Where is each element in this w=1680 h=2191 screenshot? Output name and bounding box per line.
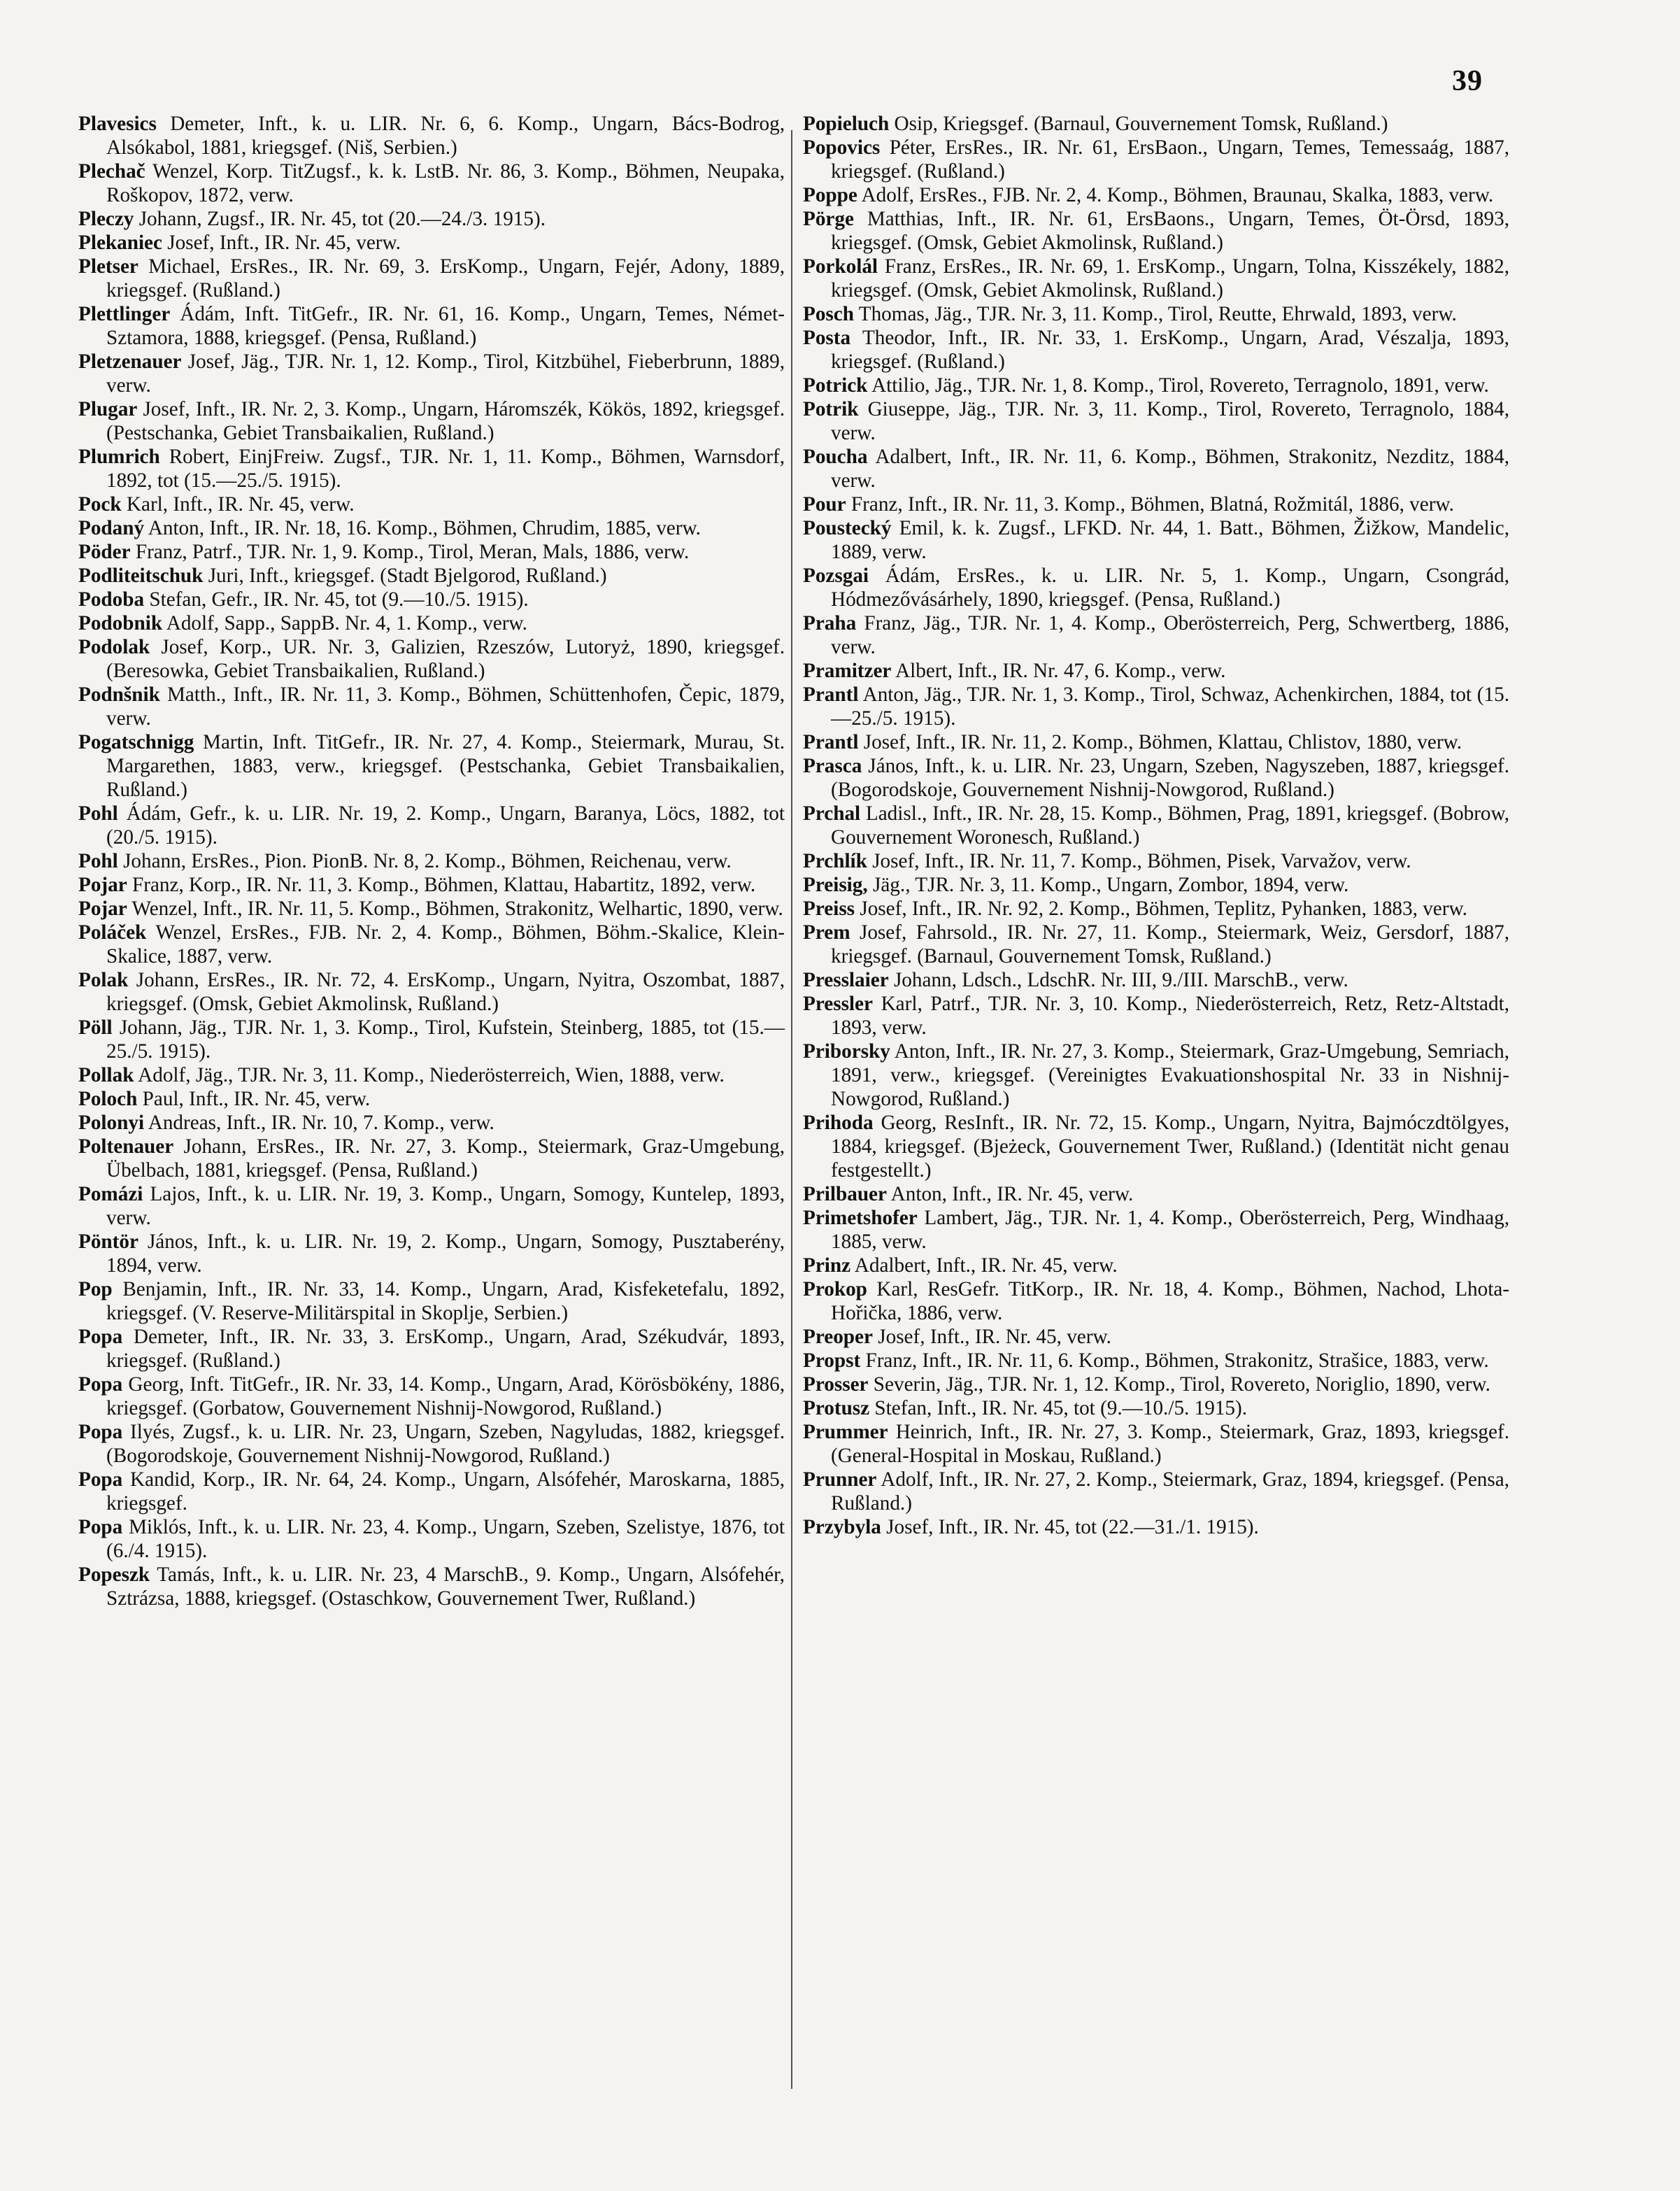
register-entry <box>78 611 785 635</box>
register-entry <box>803 374 1509 397</box>
entry-details: Andreas, Inft., IR. Nr. 10, 7. Komp., verw. <box>148 1112 494 1134</box>
register-entry <box>803 897 1509 921</box>
register-entry <box>803 326 1509 374</box>
register-entry <box>78 802 785 849</box>
register-entry <box>803 1396 1509 1420</box>
register-entry <box>78 1420 785 1468</box>
entry-surname: Pollak <box>78 1064 134 1086</box>
register-entry <box>78 849 785 873</box>
register-entry <box>78 968 785 1016</box>
entry-surname: Popieluch <box>803 113 890 135</box>
register-entry <box>78 492 785 516</box>
register-entry <box>803 1111 1509 1182</box>
entry-surname: Popovics <box>803 136 881 159</box>
entry-surname: Popa <box>78 1326 123 1348</box>
entry-details: Heinrich, Inft., IR. Nr. 27, 3. Komp., Steiermark, Graz, 1893, kriegsgef. (General-Hospital in Moskau, Rußland.) <box>831 1421 1509 1467</box>
entry-details: Wenzel, ErsRes., FJB. Nr. 2, 4. Komp., Böhmen, Böhm.-Skalice, Klein-Skalice, 1887, verw. <box>106 921 785 967</box>
entry-details: Josef, Fahrsold., IR. Nr. 27, 11. Komp., Steiermark, Weiz, Gersdorf, 1887, kriegsgef. (Barnaul, Gouvernement Tomsk, Rußland.) <box>831 921 1509 967</box>
register-entry <box>78 1111 785 1135</box>
entry-surname: Polonyi <box>78 1112 145 1134</box>
entry-details: Matth., Inft., IR. Nr. 11, 3. Komp., Böhmen, Schüttenhofen, Čepic, 1879, verw. <box>106 683 785 730</box>
entry-details: Adalbert, Inft., IR. Nr. 11, 6. Komp., Böhmen, Strakonitz, Nezditz, 1884, verw. <box>831 446 1509 492</box>
entry-surname: Preoper <box>803 1326 873 1348</box>
register-entry <box>803 611 1509 659</box>
register-entry <box>78 112 785 159</box>
entry-details: Adolf, Inft., IR. Nr. 27, 2. Komp., Steiermark, Graz, 1894, kriegsgef. (Pensa, Rußland.) <box>831 1468 1509 1515</box>
entry-details: Giuseppe, Jäg., TJR. Nr. 3, 11. Komp., Tirol, Rovereto, Terragnolo, 1884, verw. <box>831 398 1510 444</box>
entry-details: Karl, ResGefr. TitKorp., IR. Nr. 18, 4. Komp., Böhmen, Nachod, Lhota-Hořička, 1886, verw. <box>831 1278 1509 1324</box>
entry-details: Demeter, Inft., k. u. LIR. Nr. 6, 6. Komp., Ungarn, Bács-Bodrog, Alsókabol, 1881, kriegsgef. (Niš, Serbien.) <box>106 113 785 159</box>
entry-details: Martin, Inft. TitGefr., IR. Nr. 27, 4. Komp., Steiermark, Murau, St. Margarethen, 1883, verw., kriegsgef. (Pestschanka, Gebiet Transbaikalien, Rußland.) <box>106 731 785 801</box>
register-entry <box>803 873 1509 897</box>
register-entry <box>803 1420 1509 1468</box>
entry-details: Demeter, Inft., IR. Nr. 33, 3. ErsKomp., Ungarn, Arad, Székudvár, 1893, kriegsgef. (Rußland.) <box>106 1326 785 1372</box>
register-entry <box>78 1230 785 1277</box>
register-entry <box>803 754 1509 802</box>
entry-surname: Poltenauer <box>78 1135 174 1158</box>
entry-details: Franz, Korp., IR. Nr. 11, 3. Komp., Böhmen, Klattau, Habartitz, 1892, verw. <box>132 874 756 896</box>
entry-details: Johann, Jäg., TJR. Nr. 1, 3. Komp., Tirol, Kufstein, Steinberg, 1885, tot (15.—25./5. 1915). <box>106 1016 785 1063</box>
register-entry <box>803 1040 1509 1111</box>
entry-details: Franz, Jäg., TJR. Nr. 1, 4. Komp., Oberösterreich, Perg, Schwertberg, 1886, verw. <box>831 612 1509 658</box>
entry-details: Josef, Inft., IR. Nr. 11, 7. Komp., Böhmen, Pisek, Varvažov, verw. <box>872 850 1411 872</box>
register-entry <box>803 397 1509 445</box>
entry-surname: Polak <box>78 969 129 991</box>
entry-surname: Poucha <box>803 446 868 468</box>
entry-details: Tamás, Inft., k. u. LIR. Nr. 23, 4 MarschB., 9. Komp., Ungarn, Alsófehér, Sztrázsa, 1888, kriegsgef. (Ostaschkow, Gouvernement Twer, Rußland.) <box>106 1564 785 1610</box>
entry-surname: Propst <box>803 1349 861 1372</box>
entry-details: János, Inft., k. u. LIR. Nr. 19, 2. Komp., Ungarn, Somogy, Pusztaberény, 1894, verw. <box>106 1231 785 1277</box>
register-entry <box>78 1087 785 1111</box>
register-entry <box>803 849 1509 873</box>
entry-details: Wenzel, Korp. TitZugsf., k. k. LstB. Nr. 86, 3. Komp., Böhmen, Neupaka, Roškopov, 1872, verw. <box>106 160 785 206</box>
register-entry <box>803 1325 1509 1349</box>
register-entry <box>803 136 1509 183</box>
register-entry <box>78 921 785 968</box>
entry-details: Ádám, Gefr., k. u. LIR. Nr. 19, 2. Komp., Ungarn, Baranya, Löcs, 1882, tot (20./5. 1915). <box>106 802 785 849</box>
entry-details: Lajos, Inft., k. u. LIR. Nr. 19, 3. Komp., Ungarn, Somogy, Kuntelep, 1893, verw. <box>106 1183 785 1229</box>
register-entry <box>78 516 785 540</box>
entry-details: Paul, Inft., IR. Nr. 45, verw. <box>142 1088 371 1110</box>
register-entry <box>803 1254 1509 1277</box>
entry-details: Josef, Inft., IR. Nr. 45, tot (22.—31./1. 1915). <box>886 1516 1259 1538</box>
entry-details: Juri, Inft., kriegsgef. (Stadt Bjelgorod, Rußland.) <box>208 565 607 587</box>
register-entry <box>803 1373 1509 1396</box>
register-entry <box>78 159 785 207</box>
register-entry <box>78 1135 785 1182</box>
entry-surname: Prunner <box>803 1468 877 1491</box>
register-entry <box>78 445 785 492</box>
entry-details: Albert, Inft., IR. Nr. 47, 6. Komp., verw. <box>895 660 1226 682</box>
register-entry <box>78 635 785 683</box>
entry-details: Anton, Jäg., TJR. Nr. 1, 3. Komp., Tirol, Schwaz, Achenkirchen, 1884, tot (15.—25./5. 1915). <box>831 683 1509 730</box>
register-entry <box>803 516 1509 564</box>
register-entry <box>78 255 785 302</box>
entry-surname: Pörge <box>803 208 854 230</box>
entry-surname: Pressler <box>803 993 873 1015</box>
register-entry <box>78 302 785 350</box>
entry-surname: Prchal <box>803 802 861 825</box>
entry-details: Josef, Jäg., TJR. Nr. 1, 12. Komp., Tirol, Kitzbühel, Fieberbrunn, 1889, verw. <box>106 350 785 397</box>
entry-details: Wenzel, Inft., IR. Nr. 11, 5. Komp., Böhmen, Strakonitz, Welhartic, 1890, verw. <box>131 898 783 920</box>
register-entry <box>78 1325 785 1373</box>
entry-surname: Preiss <box>803 898 855 920</box>
register-entry <box>803 302 1509 326</box>
entry-details: Josef, Korp., UR. Nr. 3, Galizien, Rzeszów, Lutoryż, 1890, kriegsgef. (Beresowka, Gebiet Transbaikalien, Rußland.) <box>106 636 785 682</box>
register-entry <box>78 873 785 897</box>
entry-surname: Podolak <box>78 636 150 658</box>
left-column <box>78 112 785 1610</box>
register-entry <box>803 659 1509 683</box>
entry-details: Johann, Zugsf., IR. Nr. 45, tot (20.—24./3. 1915). <box>138 208 546 230</box>
entry-surname: Pozsgai <box>803 565 869 587</box>
entry-details: Ilyés, Zugsf., k. u. LIR. Nr. 23, Ungarn, Szeben, Nagyludas, 1882, kriegsgef. (Bogorodskoje, Gouvernement Nishnij-Nowgorod, Rußland.) <box>106 1421 785 1467</box>
entry-surname: Pöll <box>78 1016 113 1039</box>
entry-details: Anton, Inft., IR. Nr. 18, 16. Komp., Böhmen, Chrudim, 1885, verw. <box>148 517 701 539</box>
register-entry <box>803 564 1509 611</box>
entry-details: Ádám, Inft. TitGefr., IR. Nr. 61, 16. Komp., Ungarn, Temes, Német-Sztamora, 1888, kriegsgef. (Pensa, Rußland.) <box>106 303 785 349</box>
entry-surname: Poloch <box>78 1088 138 1110</box>
entry-surname: Przybyla <box>803 1516 881 1538</box>
entry-surname: Pleczy <box>78 208 134 230</box>
register-entry <box>78 730 785 802</box>
register-entry <box>803 730 1509 754</box>
entry-surname: Prokop <box>803 1278 867 1300</box>
entry-surname: Pohl <box>78 802 118 825</box>
register-entry <box>803 802 1509 849</box>
entry-details: Anton, Inft., IR. Nr. 27, 3. Komp., Steiermark, Graz-Umgebung, Semriach, 1891, verw., kriegsgef. (Vereinigtes Evakuationshospital Nr. 33 in Nishnij-Nowgorod, Rußland.) <box>831 1040 1509 1110</box>
entry-details: Johann, ErsRes., IR. Nr. 72, 4. ErsKomp., Ungarn, Nyitra, Oszombat, 1887, kriegsgef. (Omsk, Gebiet Akmolinsk, Rußland.) <box>106 969 785 1015</box>
register-entry <box>78 588 785 611</box>
entry-surname: Pock <box>78 493 122 516</box>
register-entry <box>78 1373 785 1420</box>
entry-surname: Prchlík <box>803 850 867 872</box>
entry-details: Stefan, Gefr., IR. Nr. 45, tot (9.—10./5. 1915). <box>149 588 529 611</box>
register-entry <box>803 255 1509 302</box>
register-entry <box>78 1468 785 1515</box>
register-entry <box>78 397 785 445</box>
entry-surname: Priborsky <box>803 1040 890 1063</box>
entry-surname: Plechač <box>78 160 145 183</box>
entry-details: Franz, ErsRes., IR. Nr. 69, 1. ErsKomp., Ungarn, Tolna, Kisszékely, 1882, kriegsgef. (Omsk, Gebiet Akmolinsk, Rußland.) <box>831 255 1509 302</box>
entry-surname: Poláček <box>78 921 147 944</box>
entry-surname: Pop <box>78 1278 113 1300</box>
register-entry <box>803 1349 1509 1373</box>
entry-details: Ladisl., Inft., IR. Nr. 28, 15. Komp., Böhmen, Prag, 1891, kriegsgef. (Bobrow, Gouvernement Woronesch, Rußland.) <box>831 802 1509 849</box>
entry-details: Adolf, Sapp., SappB. Nr. 4, 1. Komp., verw. <box>166 612 527 634</box>
entry-details: Karl, Inft., IR. Nr. 45, verw. <box>126 493 355 516</box>
register-entry <box>78 1515 785 1563</box>
entry-details: Attilio, Jäg., TJR. Nr. 1, 8. Komp., Tirol, Rovereto, Terragnolo, 1891, verw. <box>871 374 1489 397</box>
entry-details: Georg, ResInft., IR. Nr. 72, 15. Komp., Ungarn, Nyitra, Bajmóczdtölgyes, 1884, kriegsgef. (Bjeżeck, Gouvernement Twer, Rußland.) (Identität nicht genau festgestellt.) <box>831 1112 1509 1182</box>
entry-details: Josef, Inft., IR. Nr. 11, 2. Komp., Böhmen, Klattau, Chlistov, 1880, verw. <box>863 731 1462 753</box>
register-entry <box>803 968 1509 992</box>
register-entry <box>803 1182 1509 1206</box>
entry-surname: Praha <box>803 612 857 634</box>
entry-details: Franz, Patrf., TJR. Nr. 1, 9. Komp., Tirol, Meran, Mals, 1886, verw. <box>135 541 690 563</box>
entry-surname: Podobnik <box>78 612 163 634</box>
entry-surname: Pramitzer <box>803 660 892 682</box>
entry-surname: Pojar <box>78 898 127 920</box>
entry-details: Johann, Ldsch., LdschR. Nr. III, 9./III. MarschB., verw. <box>893 969 1348 991</box>
entry-details: Adolf, Jäg., TJR. Nr. 3, 11. Komp., Niederösterreich, Wien, 1888, verw. <box>138 1064 725 1086</box>
entry-surname: Podnšnik <box>78 683 160 706</box>
entry-surname: Pogatschnigg <box>78 731 194 753</box>
entry-details: Adolf, ErsRes., FJB. Nr. 2, 4. Komp., Böhmen, Braunau, Skalka, 1883, verw. <box>861 184 1494 206</box>
register-entry <box>803 445 1509 492</box>
entry-details: Anton, Inft., IR. Nr. 45, verw. <box>890 1183 1134 1205</box>
entry-details: Emil, k. k. Zugsf., LFKD. Nr. 44, 1. Batt., Böhmen, Žižkow, Mandelic, 1889, verw. <box>831 517 1509 563</box>
entry-details: Josef, Inft., IR. Nr. 92, 2. Komp., Böhmen, Teplitz, Pyhanken, 1883, verw. <box>860 898 1467 920</box>
register-entry <box>78 540 785 564</box>
entry-surname: Pour <box>803 493 846 516</box>
entry-surname: Popa <box>78 1421 123 1443</box>
entry-details: Jäg., TJR. Nr. 3, 11. Komp., Ungarn, Zombor, 1894, verw. <box>872 874 1349 896</box>
register-entry <box>78 1563 785 1610</box>
entry-details: Lambert, Jäg., TJR. Nr. 1, 4. Komp., Oberösterreich, Perg, Windhaag, 1885, verw. <box>831 1207 1509 1253</box>
entry-surname: Pöder <box>78 541 131 563</box>
register-entry <box>803 1515 1509 1539</box>
entry-details: Georg, Inft. TitGefr., IR. Nr. 33, 14. Komp., Ungarn, Arad, Körösbökény, 1886, kriegsgef. (Gorbatow, Gouvernement Nishnij-Nowgorod, Rußland.) <box>106 1373 785 1419</box>
entry-surname: Prem <box>803 921 850 944</box>
entry-surname: Prantl <box>803 683 859 706</box>
register-entry <box>78 683 785 730</box>
entry-surname: Pletzenauer <box>78 350 182 373</box>
entry-surname: Prummer <box>803 1421 888 1443</box>
entry-surname: Prosser <box>803 1373 869 1396</box>
entry-surname: Prihoda <box>803 1112 874 1134</box>
entry-details: Michael, ErsRes., IR. Nr. 69, 3. ErsKomp., Ungarn, Fejér, Adony, 1889, kriegsgef. (Rußland.) <box>106 255 785 302</box>
register-entry <box>78 231 785 255</box>
entry-surname: Pohl <box>78 850 118 872</box>
entry-details: Matthias, Inft., IR. Nr. 61, ErsBaons., Ungarn, Temes, Öt-Örsd, 1893, kriegsgef. (Omsk, Gebiet Akmolinsk, Rußland.) <box>831 208 1510 254</box>
entry-details: Kandid, Korp., IR. Nr. 64, 24. Komp., Ungarn, Alsófehér, Maroskarna, 1885, kriegsgef. <box>106 1468 785 1515</box>
entry-surname: Porkolál <box>803 255 878 278</box>
entry-surname: Podliteitschuk <box>78 565 204 587</box>
register-entry <box>803 683 1509 730</box>
right-column <box>803 112 1509 1539</box>
register-entry <box>78 897 785 921</box>
entry-surname: Primetshofer <box>803 1207 918 1229</box>
register-entry <box>803 1206 1509 1254</box>
entry-surname: Pojar <box>78 874 127 896</box>
entry-surname: Plavesics <box>78 113 157 135</box>
entry-surname: Potrik <box>803 398 859 420</box>
entry-details: Stefan, Inft., IR. Nr. 45, tot (9.—10./5. 1915). <box>874 1397 1248 1419</box>
register-entry <box>803 1277 1509 1325</box>
register-entry <box>78 207 785 231</box>
entry-details: Theodor, Inft., IR. Nr. 33, 1. ErsKomp., Ungarn, Arad, Vészalja, 1893, kriegsgef. (Rußland.) <box>831 327 1509 373</box>
register-entry <box>803 1468 1509 1515</box>
entry-surname: Poppe <box>803 184 857 206</box>
register-entry <box>803 183 1509 207</box>
register-entry <box>78 350 785 397</box>
register-entry <box>803 921 1509 968</box>
entry-surname: Popeszk <box>78 1564 150 1586</box>
entry-details: Franz, Inft., IR. Nr. 11, 3. Komp., Böhmen, Blatná, Rožmitál, 1886, verw. <box>850 493 1454 516</box>
entry-surname: Pöntör <box>78 1231 138 1253</box>
entry-surname: Potrick <box>803 374 868 397</box>
entry-surname: Podoba <box>78 588 145 611</box>
entry-details: Thomas, Jäg., TJR. Nr. 3, 11. Komp., Tirol, Reutte, Ehrwald, 1893, verw. <box>858 303 1457 325</box>
entry-details: Péter, ErsRes., IR. Nr. 61, ErsBaon., Ungarn, Temes, Temessaág, 1887, kriegsgef. (Rußland.) <box>831 136 1509 183</box>
register-entry <box>78 564 785 588</box>
entry-surname: Plekaniec <box>78 232 162 254</box>
entry-surname: Presslaier <box>803 969 889 991</box>
entry-details: Benjamin, Inft., IR. Nr. 33, 14. Komp., Ungarn, Arad, Kisfeketefalu, 1892, kriegsgef. (V. Reserve-Militärspital in Skoplje, Serbien.) <box>106 1278 785 1324</box>
page-number: 39 <box>1452 65 1483 97</box>
entry-details: Karl, Patrf., TJR. Nr. 3, 10. Komp., Niederösterreich, Retz, Retz-Altstadt, 1893, verw. <box>831 993 1509 1039</box>
entry-details: Adalbert, Inft., IR. Nr. 45, verw. <box>854 1254 1118 1277</box>
entry-surname: Popa <box>78 1373 123 1396</box>
entry-surname: Podaný <box>78 517 145 539</box>
entry-details: Miklós, Inft., k. u. LIR. Nr. 23, 4. Komp., Ungarn, Szeben, Szelistye, 1876, tot (6./4. 1915). <box>106 1516 785 1562</box>
entry-details: János, Inft., k. u. LIR. Nr. 23, Ungarn, Szeben, Nagyszeben, 1887, kriegsgef. (Bogorodskoje, Gouvernement Nishnij-Nowgorod, Rußland.) <box>831 755 1510 801</box>
register-entry <box>803 492 1509 516</box>
entry-surname: Plugar <box>78 398 138 420</box>
entry-surname: Posta <box>803 327 851 349</box>
entry-details: Johann, ErsRes., IR. Nr. 27, 3. Komp., Steiermark, Graz-Umgebung, Übelbach, 1881, kriegsgef. (Pensa, Rußland.) <box>106 1135 785 1182</box>
entry-surname: Protusz <box>803 1397 870 1419</box>
register-entry <box>803 112 1509 136</box>
column-divider <box>791 130 792 2089</box>
entry-surname: Plumrich <box>78 446 160 468</box>
entry-surname: Pomázi <box>78 1183 143 1205</box>
entry-surname: Prantl <box>803 731 859 753</box>
register-entry <box>803 992 1509 1040</box>
entry-details: Johann, ErsRes., Pion. PionB. Nr. 8, 2. Komp., Böhmen, Reichenau, verw. <box>123 850 732 872</box>
entry-surname: Poustecký <box>803 517 892 539</box>
entry-surname: Preisig, <box>803 874 868 896</box>
entry-details: Josef, Inft., IR. Nr. 2, 3. Komp., Ungarn, Háromszék, Kökös, 1892, kriegsgef. (Pestschanka, Gebiet Transbaikalien, Rußland.) <box>106 398 785 444</box>
register-entry <box>78 1063 785 1087</box>
register-entry <box>78 1277 785 1325</box>
entry-surname: Popa <box>78 1516 123 1538</box>
register-entry <box>803 207 1509 255</box>
entry-surname: Pletser <box>78 255 138 278</box>
register-entry <box>78 1182 785 1230</box>
entry-surname: Plettlinger <box>78 303 171 325</box>
entry-surname: Popa <box>78 1468 123 1491</box>
entry-details: Josef, Inft., IR. Nr. 45, verw. <box>878 1326 1111 1348</box>
entry-details: Robert, EinjFreiw. Zugsf., TJR. Nr. 1, 11. Komp., Böhmen, Warnsdorf, 1892, tot (15.—25./5. 1915). <box>106 446 785 492</box>
entry-details: Severin, Jäg., TJR. Nr. 1, 12. Komp., Tirol, Rovereto, Noriglio, 1890, verw. <box>873 1373 1490 1396</box>
entry-surname: Prasca <box>803 755 862 777</box>
entry-details: Josef, Inft., IR. Nr. 45, verw. <box>167 232 401 254</box>
entry-details: Ádám, ErsRes., k. u. LIR. Nr. 5, 1. Komp., Ungarn, Csongrád, Hódmezővásárhely, 1890, kriegsgef. (Pensa, Rußland.) <box>831 565 1510 611</box>
entry-surname: Posch <box>803 303 854 325</box>
entry-surname: Prinz <box>803 1254 851 1277</box>
entry-details: Osip, Kriegsgef. (Barnaul, Gouvernement Tomsk, Rußland.) <box>894 113 1388 135</box>
entry-details: Franz, Inft., IR. Nr. 11, 6. Komp., Böhmen, Strakonitz, Strašice, 1883, verw. <box>865 1349 1489 1372</box>
entry-surname: Prilbauer <box>803 1183 887 1205</box>
register-entry <box>78 1016 785 1063</box>
